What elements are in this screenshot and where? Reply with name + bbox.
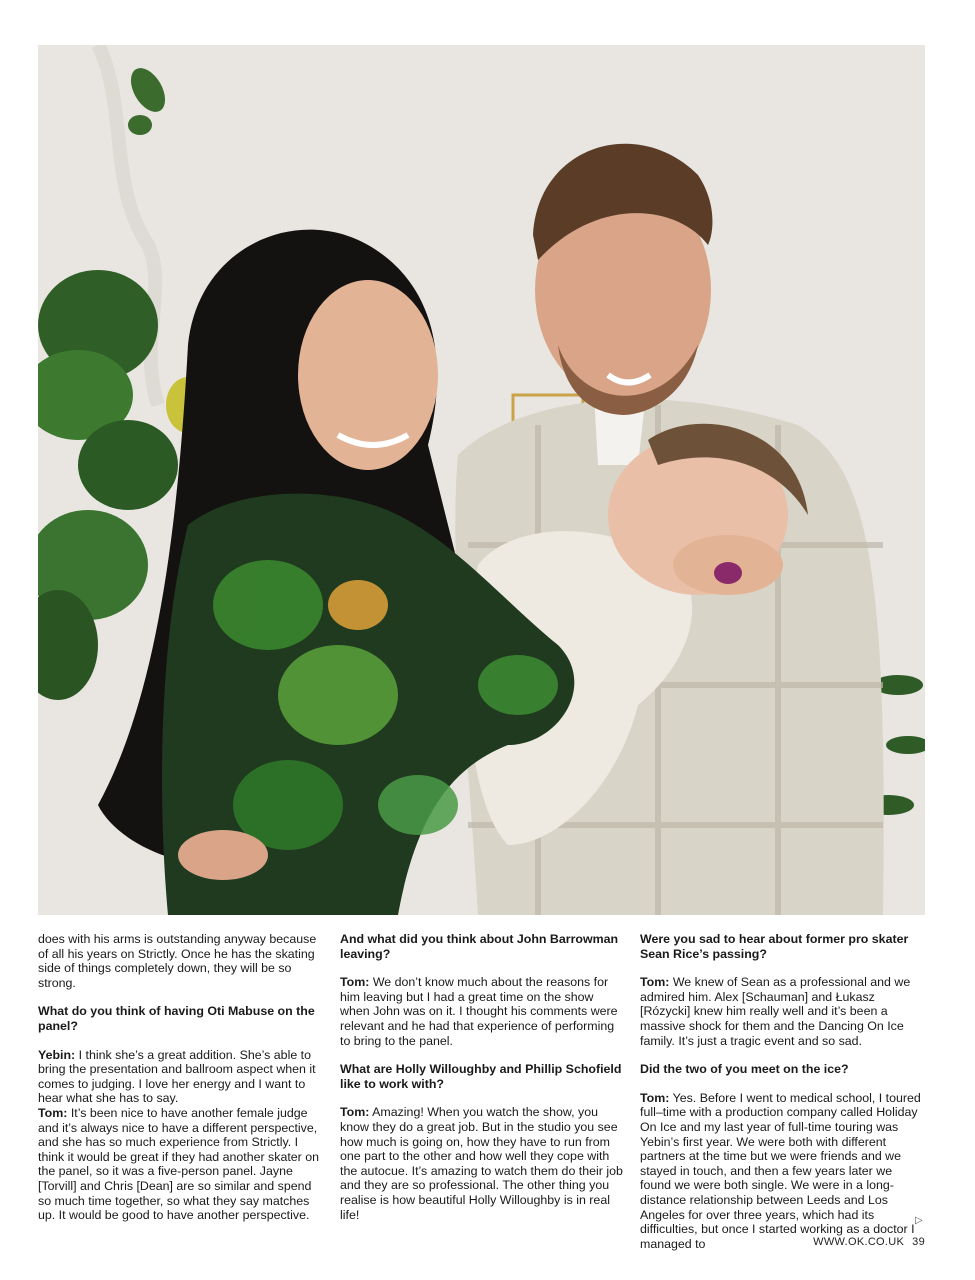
question-heading: What are Holly Willoughby and Phillip Schofield like to work with? bbox=[340, 1062, 622, 1091]
article-column-1 bbox=[38, 932, 323, 1237]
photo-illustration bbox=[38, 45, 925, 915]
answer-text: Yes. Before I went to medical school, I toured full–time with a production company called Holiday On Ice and my last year of full-time touring was Yebin’s first year. We were both with different partners at the time but we were friends and we stayed in touch, and then a few years later we found we were both single. We were in a long-distance relationship between Leeds and Los Angeles for over three years, which had its difficulties, but once I started working as a doctor I managed to bbox=[640, 1090, 921, 1251]
family-photo bbox=[38, 45, 925, 915]
answer-text: I think she’s a great addition. She’s able to bring the presentation and ballroom aspect when it comes to judging. I love her energy and I want to hear what she has to say. bbox=[38, 1047, 316, 1106]
page-footer bbox=[780, 1236, 925, 1248]
answer-paragraph bbox=[38, 1106, 323, 1223]
question-heading: What do you think of having Oti Mabuse on the panel? bbox=[38, 1004, 315, 1033]
continue-arrow-icon: ▷ bbox=[915, 1215, 923, 1226]
footer-site-url: WWW.OK.CO.UK bbox=[813, 1236, 905, 1248]
answer-text: We knew of Sean as a professional and we admired him. Alex [Schauman] and Łukasz [Rózycki] knew him really well and it’s been a massive shock for them and the Dancing On Ice family. It’s just a tragic event and so sad. bbox=[640, 975, 911, 1048]
answer-paragraph bbox=[640, 975, 925, 1048]
answer-paragraph bbox=[640, 1091, 925, 1252]
speaker-name: Tom: bbox=[340, 1105, 370, 1120]
question-heading: Were you sad to hear about former pro skater Sean Rice’s passing? bbox=[640, 932, 909, 961]
speaker-name: Tom: bbox=[640, 975, 670, 990]
answer-paragraph bbox=[340, 1105, 625, 1222]
question-heading: And what did you think about John Barrowman leaving? bbox=[340, 932, 619, 961]
answer-paragraph bbox=[340, 975, 625, 1048]
article-column-3 bbox=[640, 932, 925, 1265]
answer-paragraph bbox=[38, 1048, 323, 1106]
speaker-name: Tom: bbox=[340, 975, 370, 990]
speaker-name: Tom: bbox=[640, 1090, 670, 1105]
speaker-name: Yebin: bbox=[38, 1047, 76, 1062]
answer-text: Amazing! When you watch the show, you know they do a great job. But in the studio you see how much is going on, how they have to run from one part to the other and how well they cope with the autocue. It’s amazing to watch them do their job and they are so professional. The other thing you realise is how beautiful Holly Willoughby is in real life! bbox=[340, 1105, 623, 1222]
question-heading: Did the two of you meet on the ice? bbox=[640, 1062, 849, 1077]
answer-text: It’s been nice to have another female judge and it’s always nice to have a different perspective, and she has so much experience from Strictly. I think it would be great if they had another skater on the panel, so it was a five-person panel. Jayne [Torvill] and Chris [Dean] are so similar and spend so much time together, so what they say matches up. It would be good to have another perspective. bbox=[38, 1105, 320, 1223]
intro-paragraph: does with his arms is outstanding anyway because of all his years on Strictly. Once he has the skating side of things completely down, they will be so strong. bbox=[38, 932, 317, 990]
page-number: 39 bbox=[912, 1236, 925, 1248]
article-column-2 bbox=[340, 932, 625, 1236]
answer-text: We don’t know much about the reasons for him leaving but I had a great time on the show when John was on it. I thought his comments were relevant and he had that experience of performing to bring to the panel. bbox=[340, 975, 618, 1048]
speaker-name: Tom: bbox=[38, 1105, 68, 1120]
